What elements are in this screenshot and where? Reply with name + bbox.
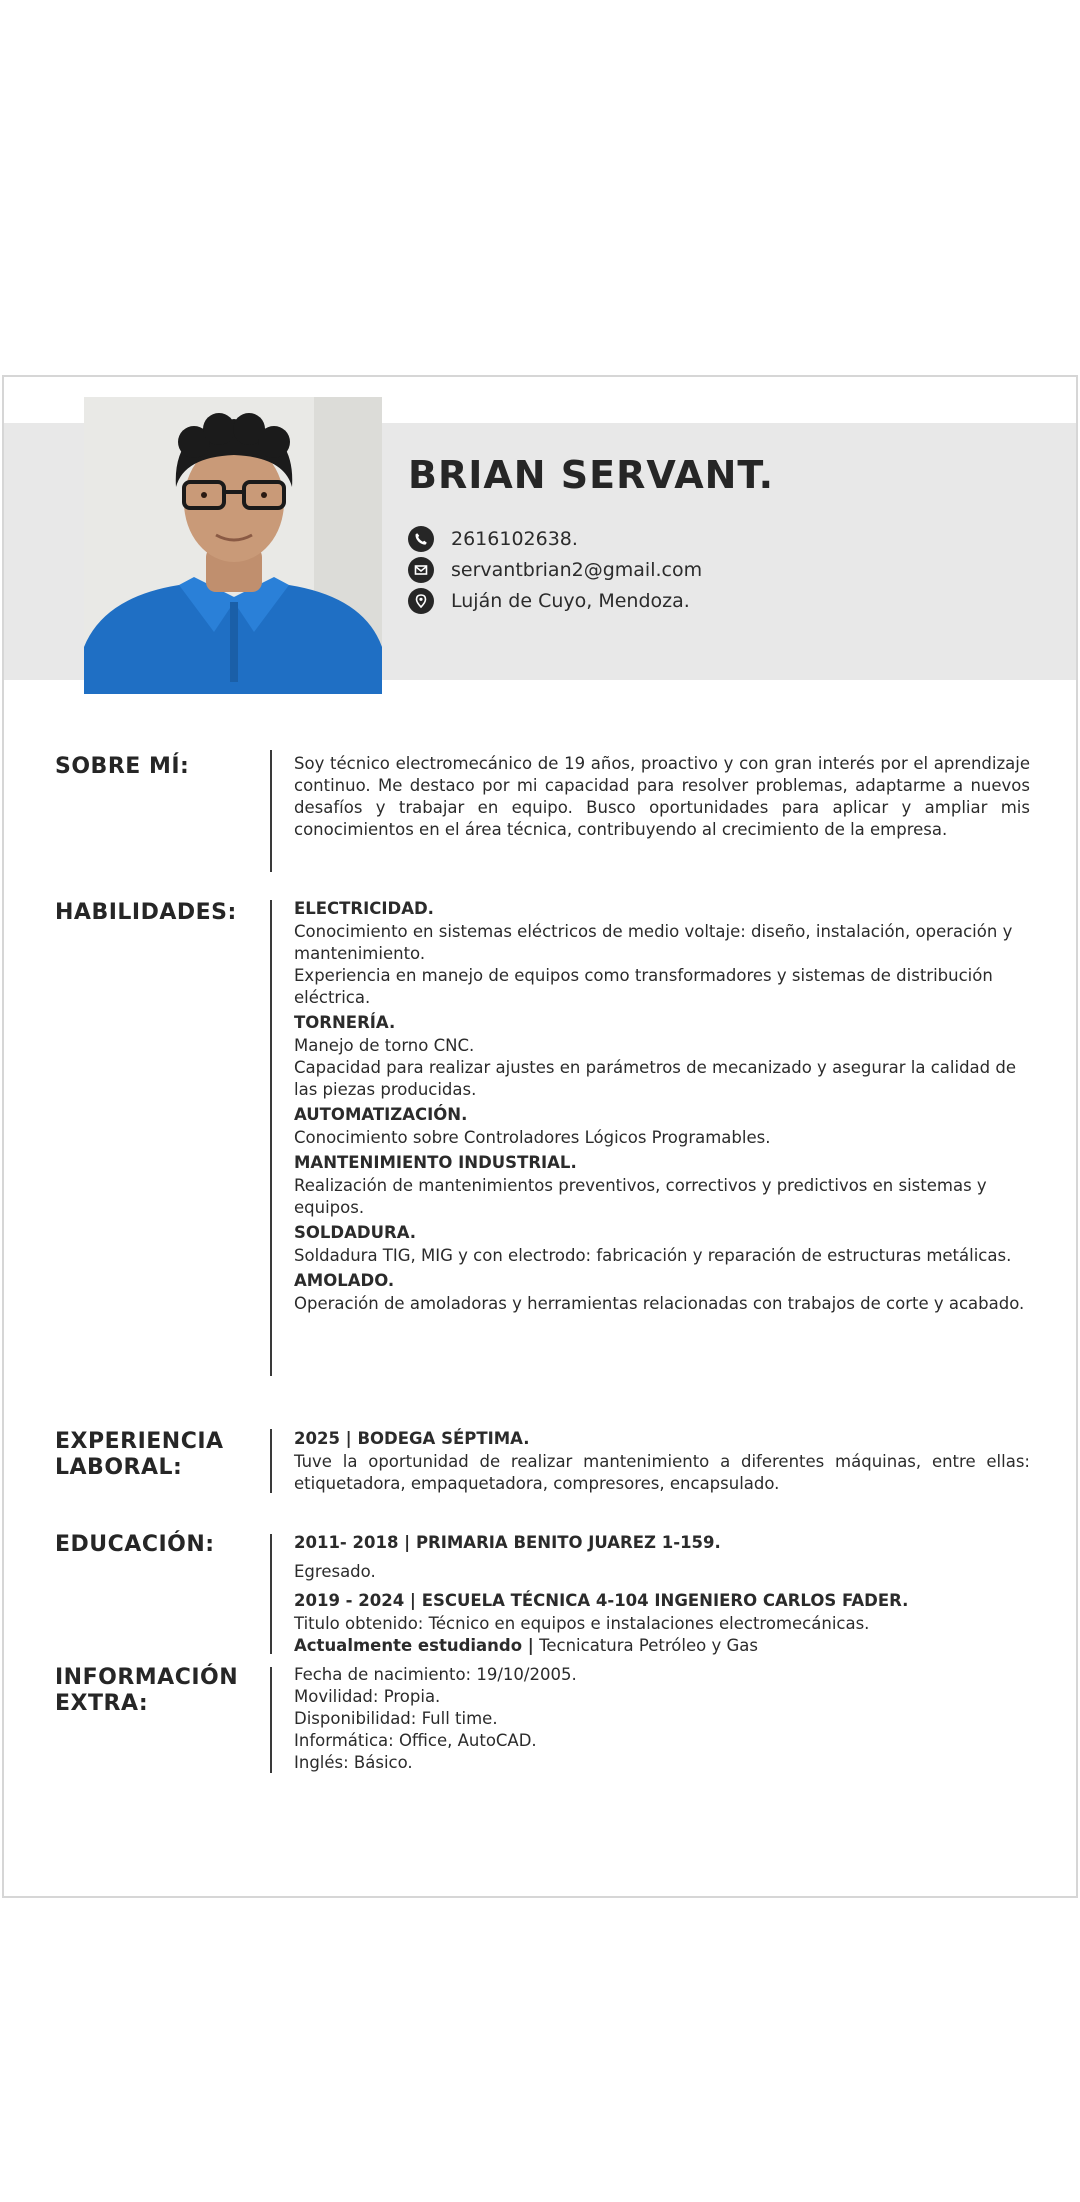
skill-line: Manejo de torno CNC.: [294, 1036, 475, 1055]
skill-line: Conocimiento en sistemas eléctricos de medio voltaje: diseño, instalación, operación y mantenimiento.: [294, 922, 1013, 963]
skill-heading: TORNERÍA.: [294, 1013, 396, 1032]
extra-divider: [270, 1667, 272, 1773]
education-text: Titulo obtenido: Técnico en equipos e instalaciones electromecánicas.: [294, 1614, 870, 1633]
email-address: servantbrian2@gmail.com: [451, 559, 703, 581]
experience-body: [294, 1425, 1030, 1495]
skill-line: Operación de amoladoras y herramientas relacionadas con trabajos de corte y acabado.: [294, 1294, 1025, 1313]
education-heading: 2019 - 2024 | ESCUELA TÉCNICA 4-104 INGENIERO CARLOS FADER.: [294, 1591, 909, 1610]
experience-text: Tuve la oportunidad de realizar mantenimiento a diferentes máquinas, entre ellas: etiquetadora, empaquetadora, compresores, encapsulado.: [294, 1452, 1030, 1493]
skill-heading: AMOLADO.: [294, 1271, 395, 1290]
location-pin-icon: [408, 588, 434, 614]
education-heading: 2011- 2018 | PRIMARIA BENITO JUAREZ 1-159.: [294, 1533, 721, 1552]
about-text: Soy técnico electromecánico de 19 años, proactivo y con gran interés por el aprendizaje continuo. Me destaco por mi capacidad para resolver problemas, adaptarme a nuevos desafíos y trabajar en equipo. Busco oportunidades para aplicar y ampliar mis conocimientos en el área técnica, contribuyendo al crecimiento de la empresa.: [294, 754, 1030, 839]
education-current-label: Actualmente estudiando |: [294, 1636, 534, 1655]
extra-body: [294, 1664, 1030, 1774]
extra-line: Movilidad: Propia.: [294, 1687, 441, 1706]
experience-title-line1: EXPERIENCIA: [55, 1429, 224, 1454]
skill-line: Realización de mantenimientos preventivos, correctivos y predictivos en sistemas y equipos.: [294, 1176, 987, 1217]
extra-line: Disponibilidad: Full time.: [294, 1709, 498, 1728]
extra-title-line1: INFORMACIÓN: [55, 1665, 239, 1690]
skill-line: Conocimiento sobre Controladores Lógicos Programables.: [294, 1128, 771, 1147]
skill-line: Experiencia en manejo de equipos como transformadores y sistemas de distribución eléctrica.: [294, 966, 993, 1007]
about-title: SOBRE MÍ:: [55, 754, 190, 779]
skills-title: HABILIDADES:: [55, 900, 237, 925]
education-current-text: Tecnicatura Petróleo y Gas: [533, 1636, 758, 1655]
phone-number: 2616102638.: [451, 528, 578, 550]
experience-title-line2: LABORAL:: [55, 1455, 183, 1480]
contact-phone: [408, 526, 1008, 552]
extra-line: Fecha de nacimiento: 19/10/2005.: [294, 1665, 577, 1684]
skill-heading: MANTENIMIENTO INDUSTRIAL.: [294, 1153, 577, 1172]
experience-divider: [270, 1429, 272, 1493]
extra-line: Inglés: Básico.: [294, 1753, 413, 1772]
skill-heading: ELECTRICIDAD.: [294, 899, 434, 918]
experience-title: [55, 1429, 224, 1481]
skills-divider: [270, 900, 272, 1376]
education-body: [294, 1529, 1030, 1657]
extra-title: [55, 1665, 238, 1717]
phone-icon: [408, 526, 434, 552]
education-text: Egresado.: [294, 1562, 376, 1581]
profile-photo: [84, 397, 382, 694]
resume-page: [2, 375, 1078, 1898]
skill-heading: AUTOMATIZACIÓN.: [294, 1105, 468, 1124]
education-title: EDUCACIÓN:: [55, 1532, 215, 1557]
skill-line: Soldadura TIG, MIG y con electrodo: fabricación y reparación de estructuras metálicas.: [294, 1246, 1012, 1265]
extra-line: Informática: Office, AutoCAD.: [294, 1731, 537, 1750]
location-text: Luján de Cuyo, Mendoza.: [451, 590, 690, 612]
education-divider: [270, 1534, 272, 1654]
about-divider: [270, 750, 272, 872]
extra-title-line2: EXTRA:: [55, 1691, 149, 1716]
contact-email: [408, 557, 1008, 583]
mail-icon: [408, 557, 434, 583]
contact-location: [408, 588, 1008, 614]
skill-heading: SOLDADURA.: [294, 1223, 417, 1242]
skill-line: Capacidad para realizar ajustes en parámetros de mecanizado y asegurar la calidad de las piezas producidas.: [294, 1058, 1016, 1099]
experience-heading: 2025 | BODEGA SÉPTIMA.: [294, 1429, 530, 1448]
skills-list: [294, 895, 1030, 1315]
education-current: [294, 1635, 1030, 1657]
candidate-name: BRIAN SERVANT.: [408, 453, 775, 497]
